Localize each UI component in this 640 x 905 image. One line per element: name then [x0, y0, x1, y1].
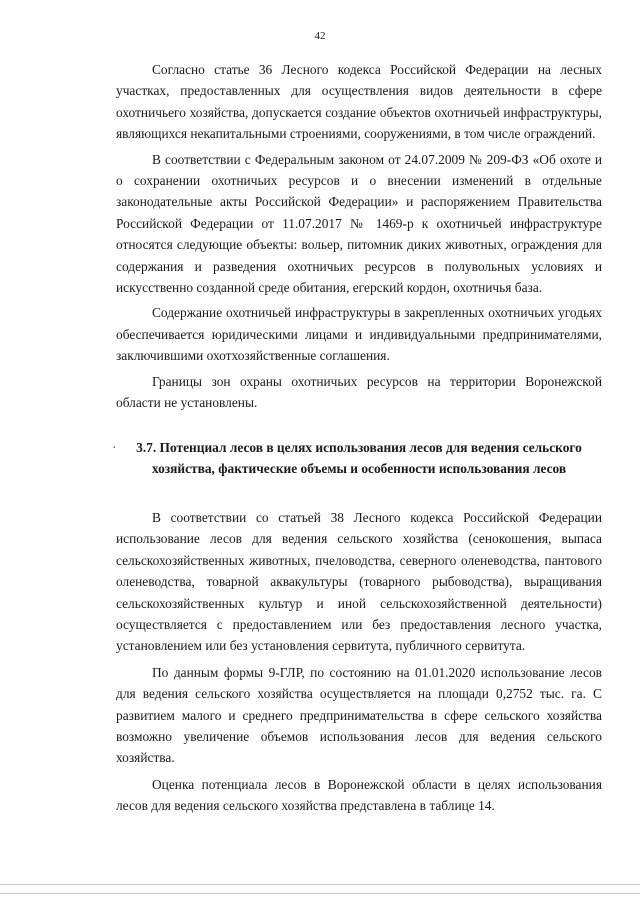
paragraph-article-38: В соответствии со статьей 38 Лесного кодекса Российской Федерации использование лесов для ведения сельского хозяйства (сенокошения, выпаса сельскохозяйственных животных, пчеловодства, северного оленеводства, пантового оленеводства, товарной аквакультуры (товарного рыбоводства), выращивания сельскохозяйственных культур и иной сельскохозяйственной деятельности) осуществляется с предоставлением или без предоставления лесного участка, установлением или без установления сервитута, публичного сервитута. [116, 510, 602, 654]
hunting-infrastructure-section [116, 59, 602, 414]
page-number: 42 [314, 30, 326, 42]
paragraph-table-14-reference: Оценка потенциала лесов в Воронежской области в целях использования лесов для ведения сельского хозяйства представлена в таблице 14. [116, 776, 602, 814]
margin-mark: · [112, 440, 117, 455]
paragraph-infrastructure-maintenance: Содержание охотничьей инфраструктуры в закрепленных охотничьих угодьях обеспечивается юридическими лицами и индивидуальными предпринимателями, заключившими охотхозяйственные соглашения. [116, 305, 602, 364]
section-heading-text: 3.7. Потенциал лесов в целях использования лесов для ведения сельского хозяйства, фактические объемы и особенности использования лесов [136, 440, 582, 477]
paragraph-federal-law: В соответствии с Федеральным законом от 24.07.2009 № 209-ФЗ «Об охоте и о сохранении охотничьих ресурсов и о внесении изменений в отдельные законодательные акты Российской Федерации» и распоряжением Правительства Российской Федерации от 11.07.2017 № 1469-р к охотничьей инфраструктуре относятся следующие объекты: вольер, питомник диких животных, ограждения для содержания и разведения охотничьих ресурсов в полувольных условиях и искусственно созданной среде обитания, егерский кордон, охотничья база. [116, 151, 602, 296]
section-heading [112, 437, 602, 480]
bottom-scan-line [0, 884, 640, 885]
paragraph-article-36: Согласно статье 36 Лесного кодекса Российской Федерации на лесных участках, предоставленных для осуществления видов деятельности в сфере охотничьего хозяйства, допускается создание объектов охотничьей инфраструктуры, являющихся некапитальными строениями, сооружениями, в том числе ограждений. [116, 62, 602, 142]
paragraph-protection-zones: Границы зон охраны охотничьих ресурсов на территории Воронежской области не установлены. [116, 373, 602, 411]
agriculture-forest-use-section [116, 507, 602, 817]
paragraph-form-9-glr: По данным формы 9-ГЛР, по состоянию на 01.01.2020 использование лесов для ведения сельского хозяйства осуществляется на площади 0,2752 тыс. га. С развитием малого и среднего предпринимательства в сфере сельского хозяйства возможно увеличение объемов использования лесов для ведения сельского хозяйства. [116, 664, 602, 766]
bottom-scan-line [0, 893, 640, 894]
